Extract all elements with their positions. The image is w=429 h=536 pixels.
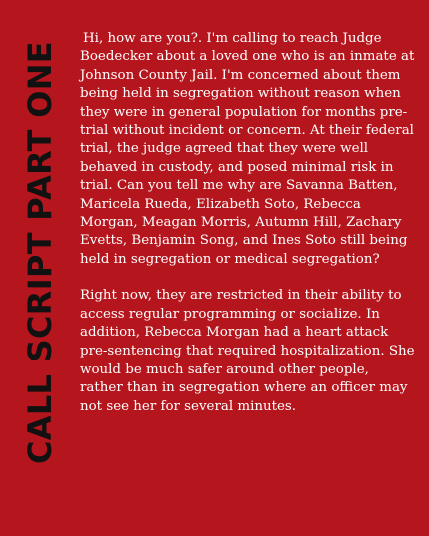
script-body xyxy=(80,30,415,416)
script-paragraph-2: Right now, they are restricted in their ability to access regular programming or socialize. In addition, Rebecca Morgan had a heart attack pre-sentencing that required hospitalization. She would be much safer around other people, rather than in segregation where an officer may not see her for several minutes. xyxy=(80,288,415,414)
script-paragraph-1: Hi, how are you?. I'm calling to reach Judge Boedecker about a loved one who is an inmate at Johnson County Jail. I'm concerned about them being held in segregation without reason when they were in general population for months pre-trial without incident or concern. At their federal trial, the judge agreed that they were well behaved in custody, and posed minimal risk in trial. Can you tell me why are Savanna Batten, Maricela Rueda, Elizabeth Soto, Rebecca Morgan, Meagan Morris, Autumn Hill, Zachary Evetts, Benjamin Song, and Ines Soto still being held in segregation or medical segregation? xyxy=(80,31,415,267)
script-title: CALL SCRIPT PART ONE xyxy=(21,41,59,464)
